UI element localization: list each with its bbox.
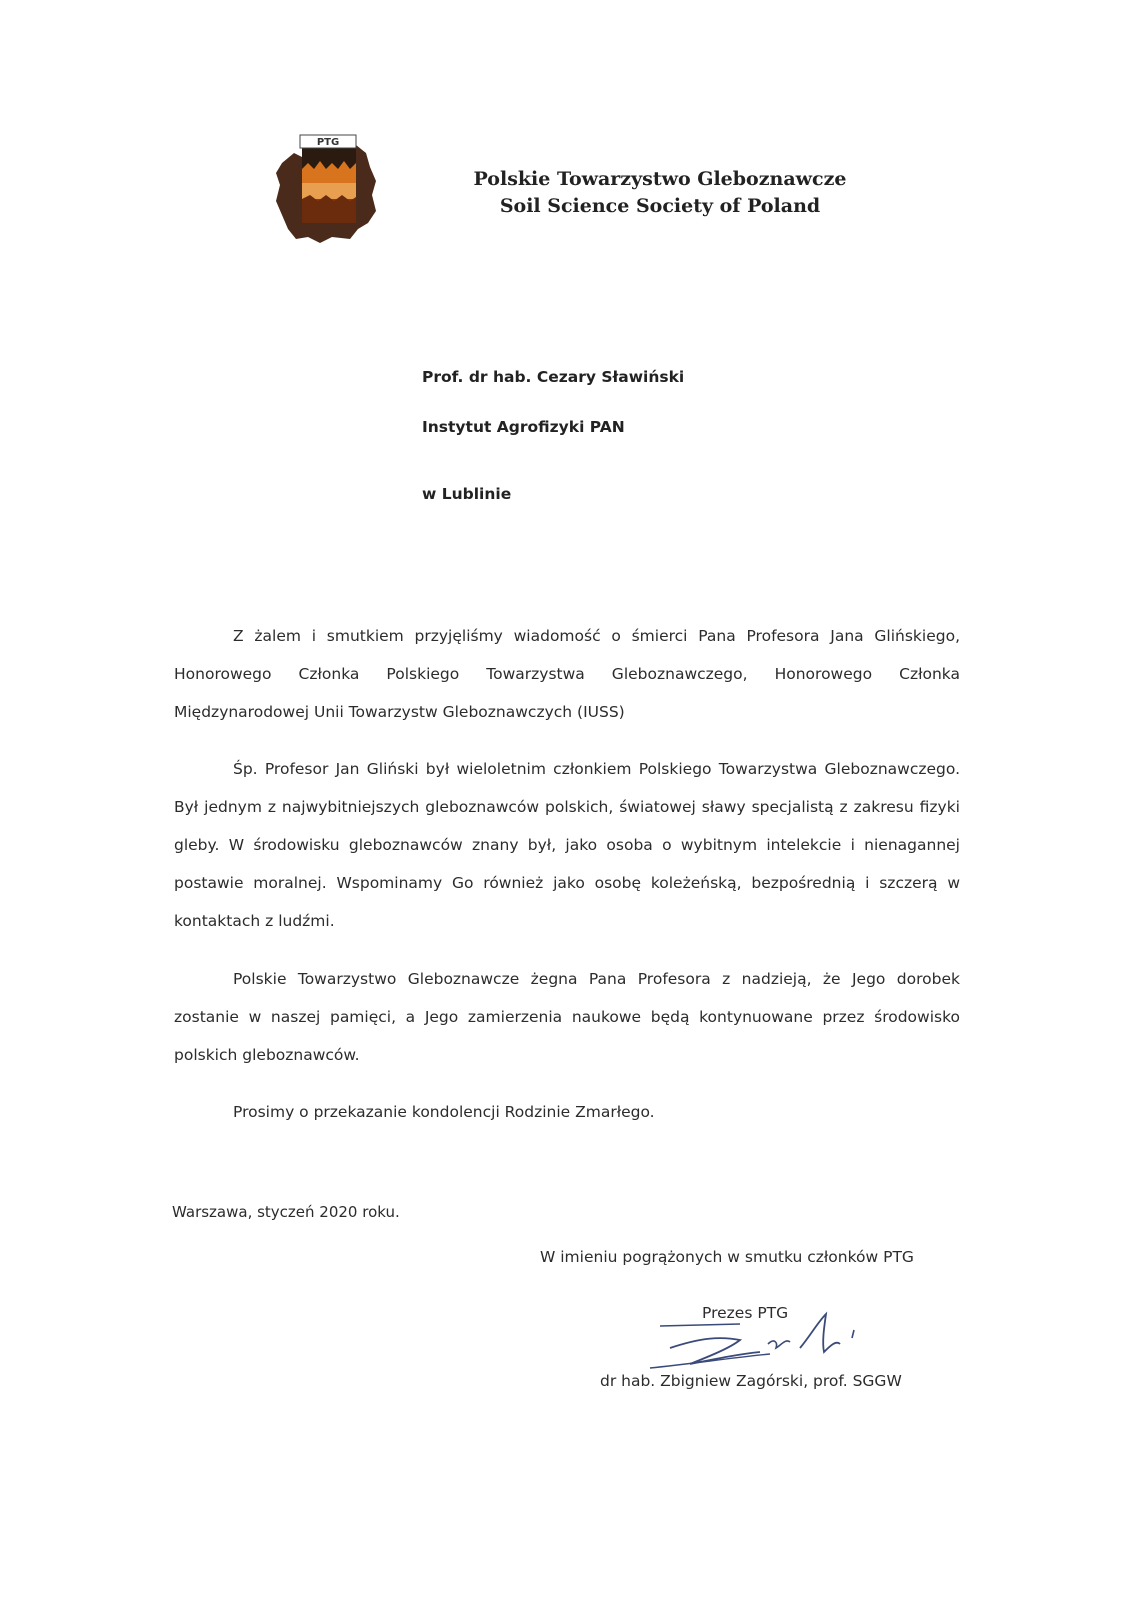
body-paragraph-4: Prosimy o przekazanie kondolencji Rodzinie Zmarłego. — [233, 1103, 655, 1121]
body-paragraph-1: Z żalem i smutkiem przyjęliśmy wiadomość o śmierci Pana Profesora Jana Glińskiego, Honorowego Członka Polskiego Towarzystwa Gleboznawczego, Honorowego Członka Międzynarodowej Unii Towarzystw Gleboznawczych (IUSS) — [174, 627, 960, 721]
org-heading — [470, 166, 850, 220]
body-paragraph-3: Polskie Towarzystwo Gleboznawcze żegna Pana Profesora z nadzieją, że Jego dorobek zostanie w naszej pamięci, a Jego zamierzenia naukowe będą kontynuowane przez środowisko polskich gleboznawców. — [174, 970, 960, 1064]
addressee-city: w Lublinie — [422, 485, 512, 503]
org-name-pl: Polskie Towarzystwo Gleboznawcze — [473, 168, 847, 190]
body-paragraph-2: Śp. Profesor Jan Gliński był wieloletnim członkiem Polskiego Towarzystwa Gleboznawczego. Był jednym z najwybitniejszych gleboznawców polskich, światowej sławy specjalistą z zakresu fizyki gleby. W środowisku gleboznawców znany był, jako osoba o wybitnym intelekcie i nienagannej postawie moralnej. Wspominamy Go również jako osobę koleżeńską, bezpośrednią i szczerą w kontaktach z ludźmi. — [174, 760, 960, 930]
addressee-institution: Instytut Agrofizyki PAN — [422, 418, 625, 436]
date-line: Warszawa, styczeń 2020 roku. — [172, 1203, 400, 1221]
org-name-en: Soil Science Society of Poland — [499, 195, 821, 217]
on-behalf-line: W imieniu pogrążonych w smutku członków PTG — [540, 1248, 914, 1266]
signatory-name: dr hab. Zbigniew Zagórski, prof. SGGW — [600, 1372, 902, 1390]
addressee-name: Prof. dr hab. Cezary Sławiński — [422, 368, 685, 386]
logo-text: PTG — [316, 137, 340, 148]
ptg-logo — [272, 133, 380, 245]
signatory-role: Prezes PTG — [702, 1304, 789, 1322]
